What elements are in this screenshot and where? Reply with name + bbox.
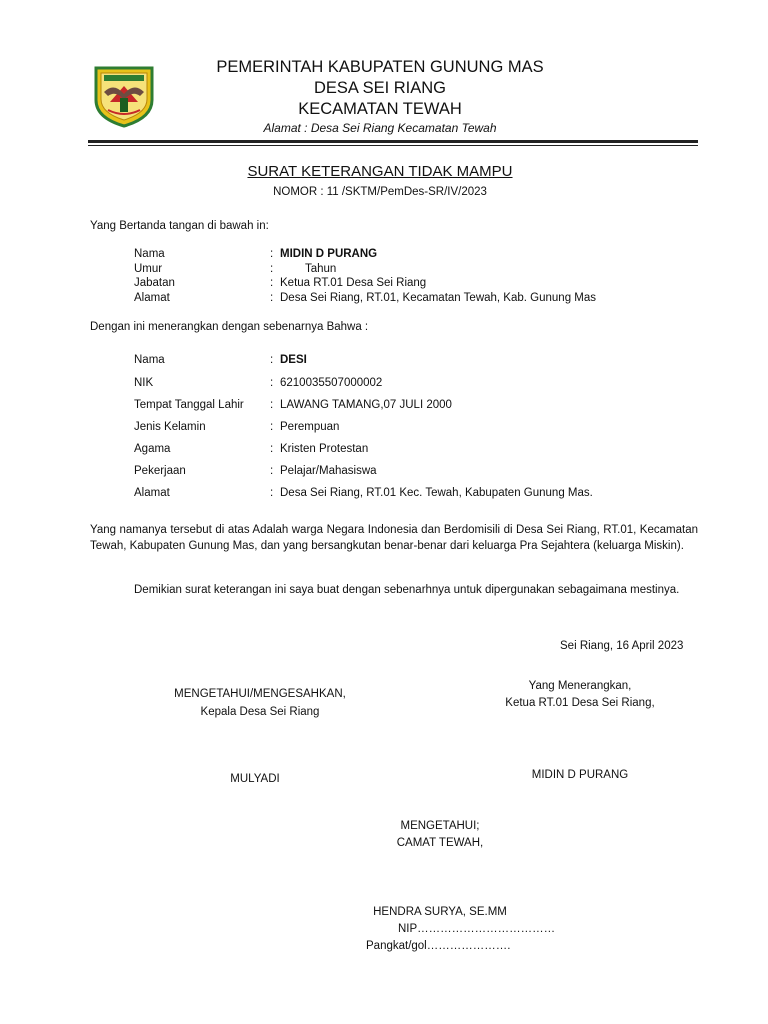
letterhead-district: KECAMATAN TEWAH [298,100,462,118]
signer-address-label: Alamat [134,292,170,304]
subject-occupation-colon: : [270,465,274,477]
subject-occupation-value: Pelajar/Mahasiswa [280,465,377,477]
subject-address-value: Desa Sei Riang, RT.01 Kec. Tewah, Kabupaten Gunung Mas. [280,487,593,499]
signer-age-colon: : [270,263,274,275]
subject-address-colon: : [270,487,274,499]
subject-religion-label: Agama [134,443,171,455]
bottom-sign-heading: MENGETAHUI; [400,820,480,832]
signer-position-label: Jabatan [134,277,175,289]
signer-age-value: Tahun [305,263,337,275]
bottom-sign-nip: NIP……………………………… [398,923,556,935]
signer-age-label: Umur [134,263,163,275]
signer-position-value: Ketua RT.01 Desa Sei Riang [280,277,427,289]
bottom-sign-rank: Pangkat/gol…………………. [366,940,511,952]
letterhead-address: Alamat : Desa Sei Riang Kecamatan Tewah [263,121,497,135]
subject-intro: Dengan ini menerangkan dengan sebenarnya Bahwa : [90,321,369,333]
letterhead-government: PEMERINTAH KABUPATEN GUNUNG MAS [216,58,544,76]
subject-occupation-label: Pekerjaan [134,465,186,477]
subject-name-label: Nama [134,354,165,366]
letter-number: NOMOR : 11 /SKTM/PemDes-SR/IV/2023 [273,186,487,198]
letterhead-divider-thick [88,140,698,143]
right-sign-position: Ketua RT.01 Desa Sei Riang, [505,697,655,709]
signer-name-label: Nama [134,248,165,260]
subject-birth-value: LAWANG TAMANG,07 JULI 2000 [280,399,452,411]
regency-crest-icon [90,62,158,128]
bottom-sign-name: HENDRA SURYA, SE.MM [373,906,507,918]
letterhead-divider-thin [88,145,698,146]
subject-nik-colon: : [270,377,274,389]
subject-name-colon: : [270,354,274,366]
left-sign-heading: MENGETAHUI/MENGESAHKAN, [174,688,346,700]
subject-gender-label: Jenis Kelamin [134,421,206,433]
statement-paragraph: Yang namanya tersebut di atas Adalah warga Negara Indonesia dan Berdomisili di Desa Sei Riang, RT.01, Kecamatan Tewah, Kabupaten Gunung Mas, dan yang bersangkutan benar-benar dari keluarga Pra Sejahtera (keluarga Miskin). [90,524,698,552]
signer-intro: Yang Bertanda tangan di bawah in: [90,220,269,232]
left-sign-position: Kepala Desa Sei Riang [200,706,320,718]
right-sign-heading: Yang Menerangkan, [528,680,632,692]
subject-address-label: Alamat [134,487,170,499]
subject-birth-label: Tempat Tanggal Lahir [134,399,244,411]
signer-address-colon: : [270,292,274,304]
right-sign-name: MIDIN D PURANG [531,769,629,781]
subject-birth-colon: : [270,399,274,411]
signer-position-colon: : [270,277,274,289]
bottom-sign-position: CAMAT TEWAH, [396,837,484,849]
closing-paragraph: Demikian surat keterangan ini saya buat dengan sebenarhnya untuk dipergunakan sebagaimana mestinya. [134,584,680,596]
subject-nik-value: 6210035507000002 [280,377,383,389]
letter-title: SURAT KETERANGAN TIDAK MAMPU [247,163,513,180]
signer-name-value: MIDIN D PURANG [280,248,378,260]
signer-name-colon: : [270,248,274,260]
letterhead-village: DESA SEI RIANG [313,79,447,97]
place-date: Sei Riang, 16 April 2023 [560,640,684,652]
subject-gender-value: Perempuan [280,421,340,433]
subject-religion-colon: : [270,443,274,455]
left-sign-name: MULYADI [230,773,280,785]
subject-nik-label: NIK [134,377,154,389]
subject-religion-value: Kristen Protestan [280,443,369,455]
subject-gender-colon: : [270,421,274,433]
subject-name-value: DESI [280,354,307,366]
signer-address-value: Desa Sei Riang, RT.01, Kecamatan Tewah, Kab. Gunung Mas [280,292,597,304]
